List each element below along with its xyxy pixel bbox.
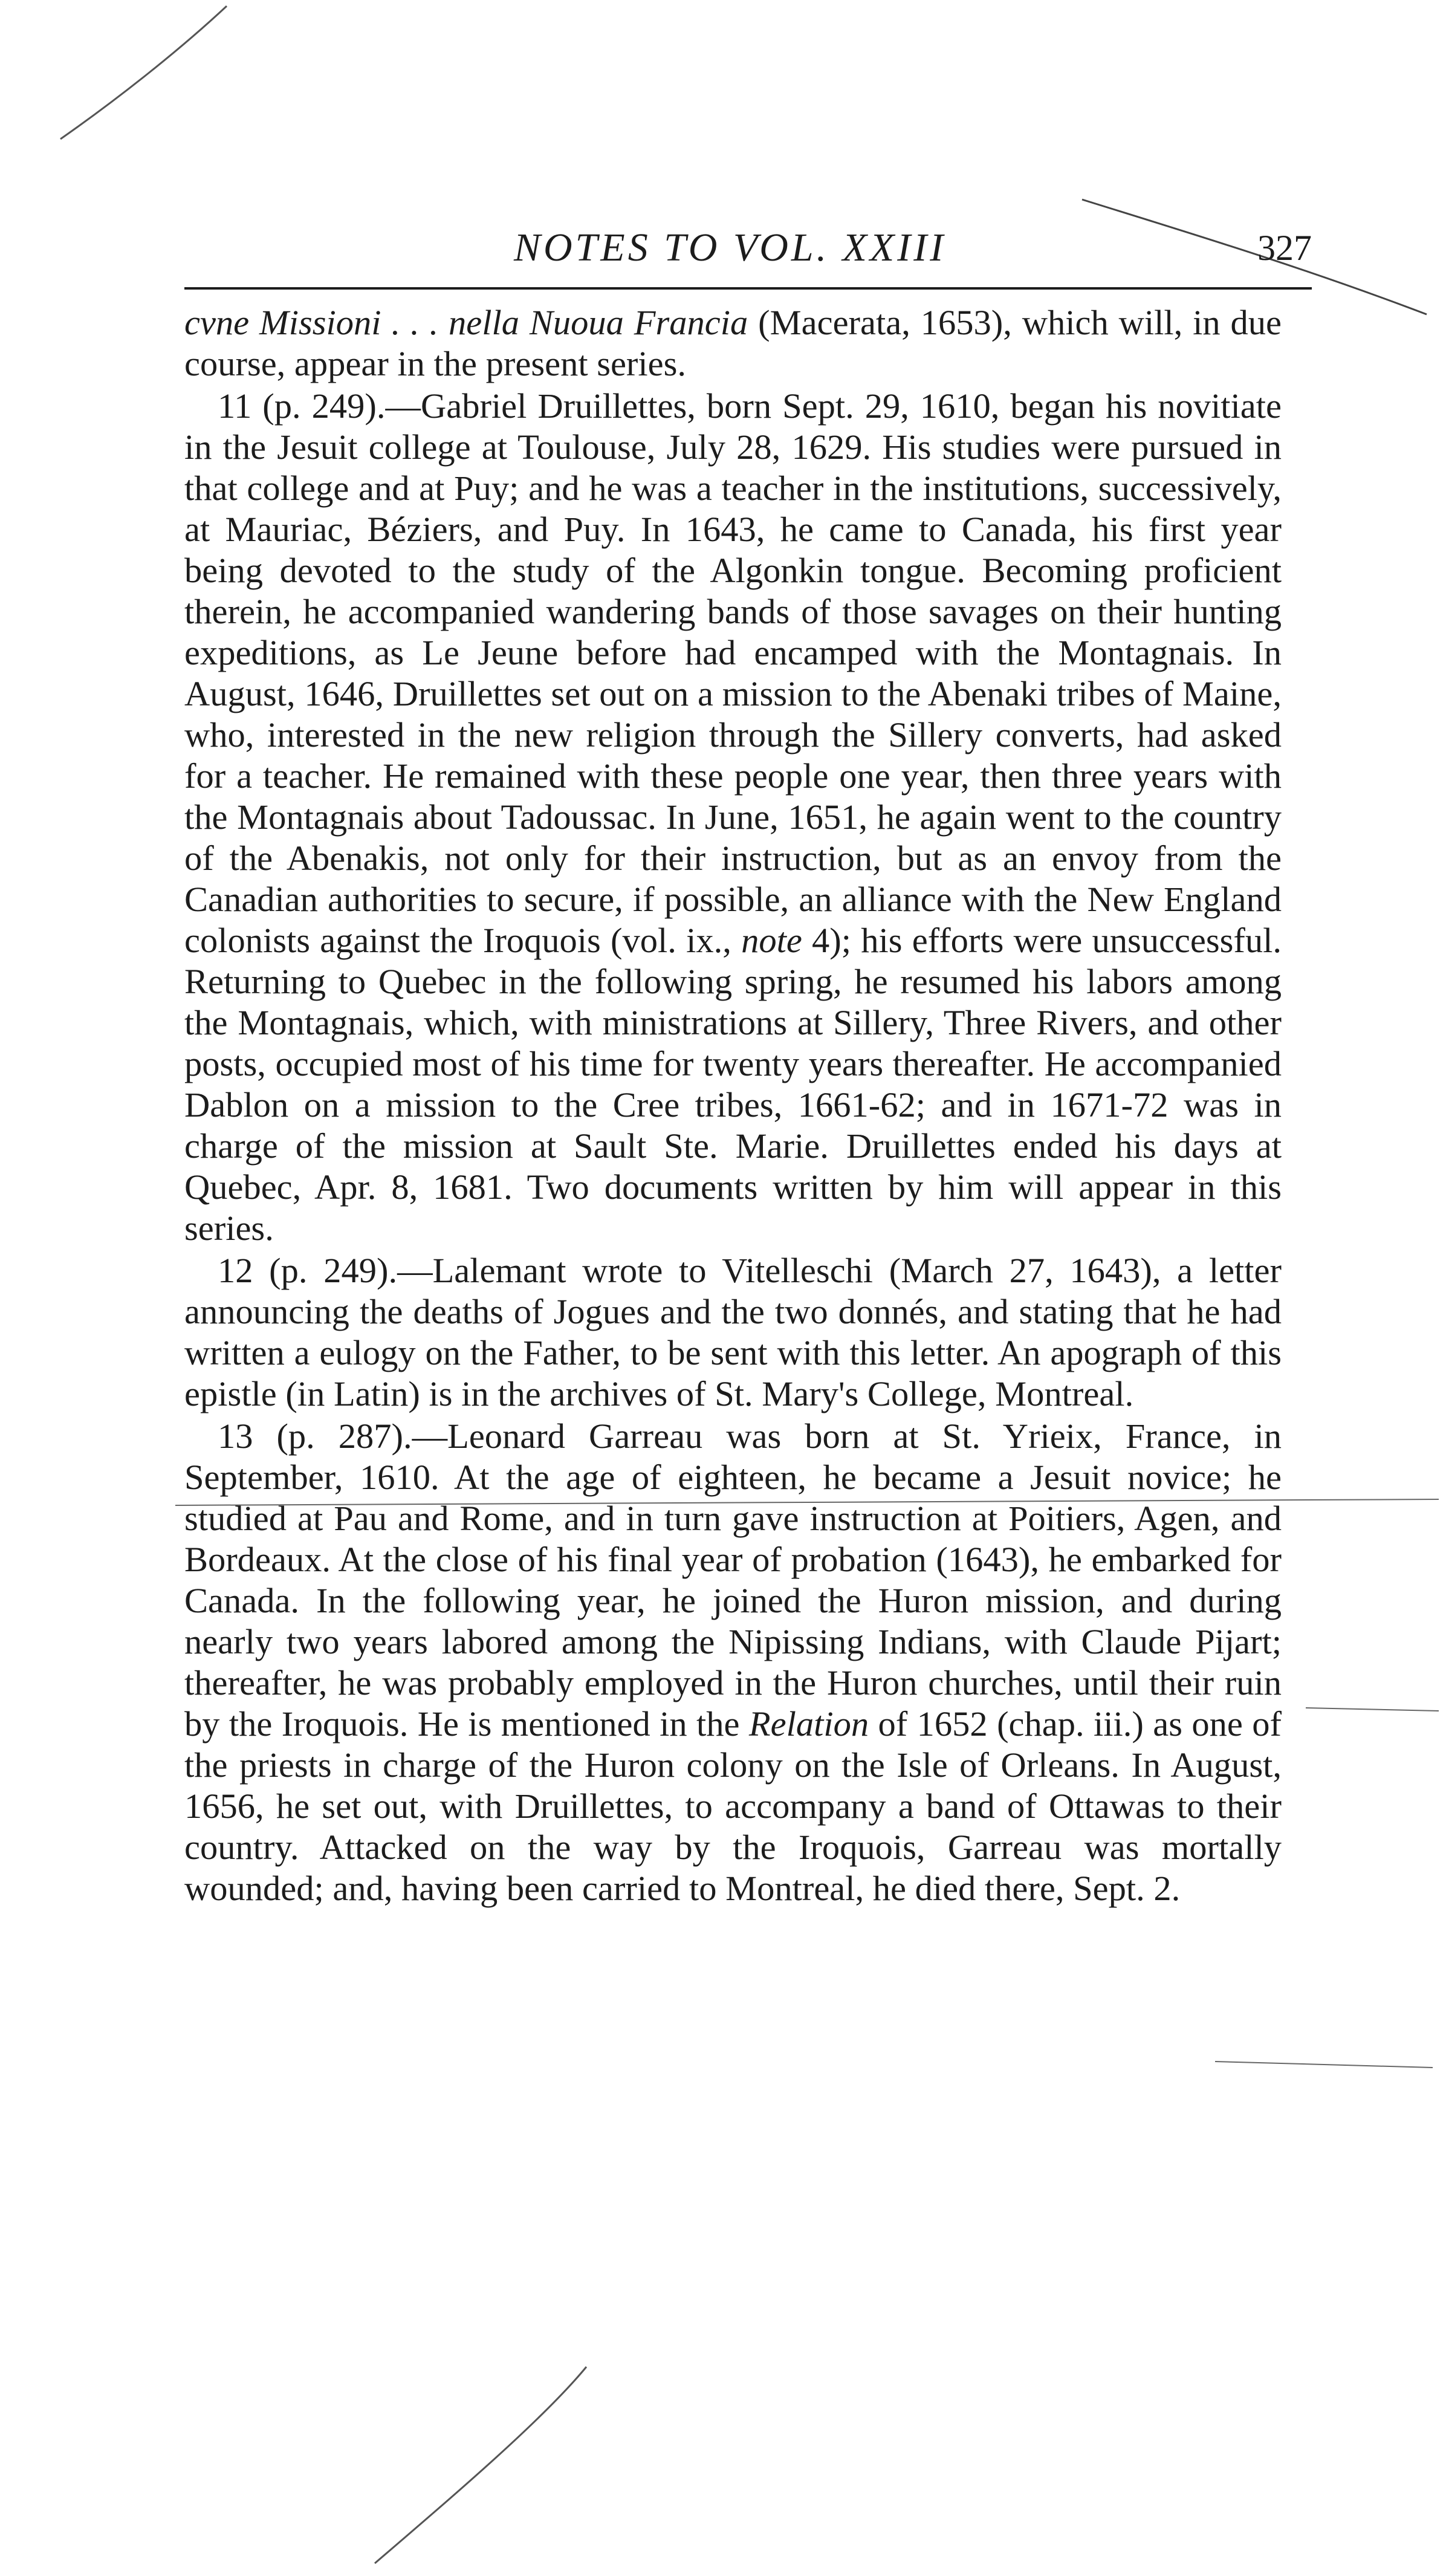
paragraph-text: 12 (p. 249).—Lalemant wrote to Vitelleschi (March 27, 1643), a letter announcing the deaths of Jogues and the two donnés, and stating that he had written a eulogy on the Father, to be sent with this letter. An apograph of this epistle (in Latin) is in the archives of St. Mary's College, Montreal. bbox=[184, 1251, 1282, 1413]
note-continuation bbox=[184, 302, 1282, 384]
paragraph-text: of 1652 (chap. iii.) as one of the priests in charge of the Huron colony on the Isle of Orleans. In August, 1656, he set out, with Druillettes, to accompany a band of Ottawas to their country. Attacked on the way by the Iroquois, Garreau was mortally wounded; and, having been carried to Montreal, he died there, Sept. 2. bbox=[184, 1704, 1282, 1908]
page-number: 327 bbox=[1257, 228, 1312, 268]
note-ref: note bbox=[741, 921, 802, 960]
paragraph-text: (Macerata, 1653), which will, in due course, appear in the present series. bbox=[184, 303, 1282, 383]
header-rule bbox=[184, 287, 1312, 290]
notes-body bbox=[184, 302, 1282, 1909]
running-head: NOTES TO VOL. XXIII bbox=[514, 225, 947, 270]
paragraph-text: 13 (p. 287).—Leonard Garreau was born at St. Yrieix, France, in September, 1610. At the age of eighteen, he became a Jesuit novice; he studied at Pau and Rome, and in turn gave instruction at Poitiers, Agen, and Bordeaux. At the close of his final year of probation (1643), he embarked for Canada. In the following year, he joined the Huron mission, and during nearly two years labored among the Nipissing Indians, with Claude Pijart; thereafter, he was probably employed in the Huron churches, until their ruin by the Iroquois. He is mentioned in the bbox=[184, 1416, 1282, 1744]
paragraph-text: 11 (p. 249).—Gabriel Druillettes, born Sept. 29, 1610, began his novitiate in the Jesuit college at Toulouse, July 28, 1629. His studies were pursued in that college and at Puy; and he was a teacher in the institutions, successively, at Mauriac, Béziers, and Puy. In 1643, he came to Canada, his first year being devoted to the study of the Algonkin tongue. Becoming proficient therein, he accompanied wandering bands of those savages on their hunting expeditions, as Le Jeune before had encamped with the Montagnais. In August, 1646, Druillettes set out on a mission to the Abenaki tribes of Maine, who, interested in the new religion through the Sillery converts, had asked for a teacher. He remained with these people one year, then three years with the Montagnais about Tadoussac. In June, 1651, he again went to the country of the Abenakis, not only for their instruction, but as an envoy from the Canadian authorities to secure, if possible, an alliance with the New England colonists against the Iroquois (vol. ix., bbox=[184, 386, 1282, 960]
relation-title: Relation bbox=[748, 1704, 869, 1744]
note-11 bbox=[184, 386, 1282, 1249]
page-header bbox=[184, 218, 1312, 278]
note-13 bbox=[184, 1416, 1282, 1909]
italic-title: cvne Missioni . . . nella Nuoua Francia bbox=[184, 303, 748, 342]
note-12 bbox=[184, 1250, 1282, 1415]
paragraph-text: 4); his efforts were unsuccessful. Returning to Quebec in the following spring, he resumed his labors among the Montagnais, which, with ministrations at Sillery, Three Rivers, and other posts, occupied most of his time for twenty years thereafter. He accompanied Dablon on a mission to the Cree tribes, 1661-62; and in 1671-72 was in charge of the mission at Sault Ste. Marie. Druillettes ended his days at Quebec, Apr. 8, 1681. Two documents written by him will appear in this series. bbox=[184, 921, 1282, 1248]
